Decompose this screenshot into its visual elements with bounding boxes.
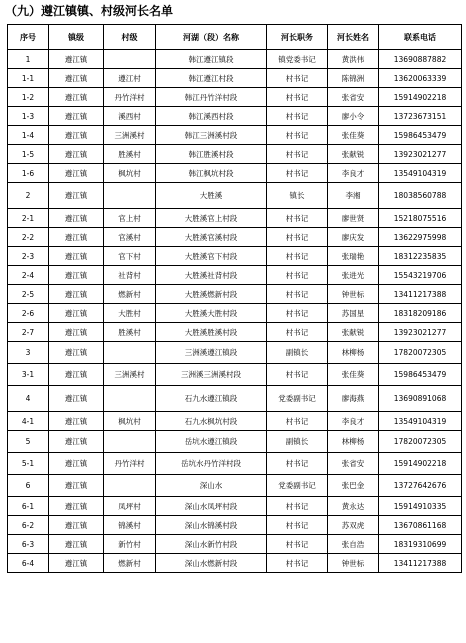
col-header-chief-title: 河长职务 (267, 25, 328, 50)
cell-town: 遵江镇 (49, 323, 104, 342)
cell-village: 溪西村 (104, 107, 156, 126)
cell-index: 6-2 (8, 516, 49, 535)
table-row (8, 554, 462, 573)
cell-chief-name: 张进光 (328, 266, 379, 285)
cell-phone: 15914902218 (379, 88, 462, 107)
cell-chief-title: 党委副书记 (267, 386, 328, 412)
cell-village: 燃新村 (104, 285, 156, 304)
cell-town: 遵江镇 (49, 228, 104, 247)
cell-town: 遵江镇 (49, 497, 104, 516)
cell-phone: 18312235835 (379, 247, 462, 266)
cell-chief-title: 村书记 (267, 453, 328, 475)
cell-index: 1-5 (8, 145, 49, 164)
cell-village (104, 386, 156, 412)
cell-index: 1-4 (8, 126, 49, 145)
cell-chief-name: 钟世标 (328, 285, 379, 304)
col-header-village: 村级 (104, 25, 156, 50)
cell-chief-name: 李湘 (328, 183, 379, 209)
table-row (8, 535, 462, 554)
cell-river-section: 岳坑水丹竹洋村段 (156, 453, 267, 475)
cell-phone: 13670861168 (379, 516, 462, 535)
cell-chief-title: 村书记 (267, 554, 328, 573)
cell-village: 社背村 (104, 266, 156, 285)
table-row (8, 126, 462, 145)
cell-river-section: 大胜溪大胜村段 (156, 304, 267, 323)
cell-chief-name: 廖小令 (328, 107, 379, 126)
table-row (8, 69, 462, 88)
cell-village (104, 183, 156, 209)
cell-phone: 15914902218 (379, 453, 462, 475)
cell-river-section: 韩江胜溪村段 (156, 145, 267, 164)
cell-chief-title: 镇长 (267, 183, 328, 209)
cell-index: 2-6 (8, 304, 49, 323)
cell-chief-name: 张省安 (328, 88, 379, 107)
cell-chief-title: 村书记 (267, 107, 328, 126)
cell-index: 5-1 (8, 453, 49, 475)
cell-phone: 15986453479 (379, 364, 462, 386)
cell-chief-name: 李良才 (328, 412, 379, 431)
cell-chief-title: 村书记 (267, 516, 328, 535)
cell-chief-title: 村书记 (267, 285, 328, 304)
cell-town: 遵江镇 (49, 145, 104, 164)
table-row (8, 88, 462, 107)
cell-chief-name: 陈锦洲 (328, 69, 379, 88)
cell-village: 燃新村 (104, 554, 156, 573)
cell-river-section: 石九水枫坑村段 (156, 412, 267, 431)
cell-chief-title: 村书记 (267, 126, 328, 145)
cell-village (104, 50, 156, 69)
cell-town: 遵江镇 (49, 386, 104, 412)
table-header-row (8, 25, 462, 50)
cell-phone: 15986453479 (379, 126, 462, 145)
cell-chief-name: 张佳葵 (328, 364, 379, 386)
cell-index: 2-5 (8, 285, 49, 304)
cell-chief-name: 李良才 (328, 164, 379, 183)
cell-town: 遵江镇 (49, 475, 104, 497)
cell-town: 遵江镇 (49, 342, 104, 364)
cell-phone: 18318209186 (379, 304, 462, 323)
cell-village (104, 342, 156, 364)
cell-index: 2-3 (8, 247, 49, 266)
cell-chief-name: 林柳杨 (328, 342, 379, 364)
cell-phone: 15218075516 (379, 209, 462, 228)
cell-town: 遵江镇 (49, 69, 104, 88)
cell-river-section: 韩江溪西村段 (156, 107, 267, 126)
cell-phone: 15543219706 (379, 266, 462, 285)
cell-river-section: 大胜溪燃新村段 (156, 285, 267, 304)
cell-town: 遵江镇 (49, 126, 104, 145)
cell-phone: 18319310699 (379, 535, 462, 554)
cell-river-section: 韩江三洲溪村段 (156, 126, 267, 145)
cell-index: 6-1 (8, 497, 49, 516)
cell-chief-name: 苏双虎 (328, 516, 379, 535)
cell-phone: 13620063339 (379, 69, 462, 88)
table-row (8, 364, 462, 386)
cell-phone: 13723673151 (379, 107, 462, 126)
table-row (8, 304, 462, 323)
cell-village (104, 431, 156, 453)
cell-town: 遵江镇 (49, 304, 104, 323)
cell-phone: 17820072305 (379, 431, 462, 453)
table-row (8, 164, 462, 183)
cell-village: 胜溪村 (104, 145, 156, 164)
cell-index: 5 (8, 431, 49, 453)
cell-phone: 13923021277 (379, 145, 462, 164)
cell-village: 遵江村 (104, 69, 156, 88)
cell-chief-name: 黄洪伟 (328, 50, 379, 69)
cell-river-section: 韩江遵江镇段 (156, 50, 267, 69)
cell-phone: 13690887882 (379, 50, 462, 69)
cell-chief-name: 张佳葵 (328, 126, 379, 145)
cell-chief-title: 村书记 (267, 247, 328, 266)
cell-town: 遵江镇 (49, 412, 104, 431)
cell-chief-title: 村书记 (267, 228, 328, 247)
cell-index: 6 (8, 475, 49, 497)
cell-river-section: 三洲溪三洲溪村段 (156, 364, 267, 386)
cell-river-section: 深山水新竹村段 (156, 535, 267, 554)
cell-village: 丹竹洋村 (104, 453, 156, 475)
cell-village: 枫坑村 (104, 164, 156, 183)
table-row (8, 386, 462, 412)
cell-chief-name: 张省安 (328, 453, 379, 475)
cell-phone: 13727642676 (379, 475, 462, 497)
table-row (8, 453, 462, 475)
cell-chief-title: 镇党委书记 (267, 50, 328, 69)
table-row (8, 247, 462, 266)
cell-town: 遵江镇 (49, 209, 104, 228)
cell-village: 官下村 (104, 247, 156, 266)
table-row (8, 145, 462, 164)
cell-chief-title: 副镇长 (267, 431, 328, 453)
table-row (8, 431, 462, 453)
cell-river-section: 石九水遵江镇段 (156, 386, 267, 412)
cell-river-section: 三洲溪遵江镇段 (156, 342, 267, 364)
cell-index: 3 (8, 342, 49, 364)
cell-index: 2-1 (8, 209, 49, 228)
cell-village: 丹竹洋村 (104, 88, 156, 107)
cell-river-section: 大胜溪官下村段 (156, 247, 267, 266)
cell-chief-title: 村书记 (267, 266, 328, 285)
col-header-index: 序号 (8, 25, 49, 50)
cell-river-section: 深山水凤坪村段 (156, 497, 267, 516)
cell-village: 凤坪村 (104, 497, 156, 516)
cell-river-section: 深山水燃新村段 (156, 554, 267, 573)
table-row (8, 516, 462, 535)
cell-index: 2 (8, 183, 49, 209)
col-header-chief-name: 河长姓名 (328, 25, 379, 50)
table-row (8, 228, 462, 247)
cell-river-section: 韩江遵江村段 (156, 69, 267, 88)
cell-river-section: 韩江丹竹洋村段 (156, 88, 267, 107)
table-row (8, 266, 462, 285)
cell-town: 遵江镇 (49, 431, 104, 453)
cell-index: 1 (8, 50, 49, 69)
cell-river-section: 深山水 (156, 475, 267, 497)
cell-phone: 13549104319 (379, 412, 462, 431)
cell-chief-name: 张瑞艳 (328, 247, 379, 266)
cell-river-section: 岳坑水遵江镇段 (156, 431, 267, 453)
cell-village: 三洲溪村 (104, 364, 156, 386)
cell-town: 遵江镇 (49, 266, 104, 285)
cell-village: 新竹村 (104, 535, 156, 554)
cell-chief-name: 廖庆发 (328, 228, 379, 247)
table-row (8, 342, 462, 364)
cell-chief-name: 黄永达 (328, 497, 379, 516)
cell-river-section: 韩江枫坑村段 (156, 164, 267, 183)
cell-town: 遵江镇 (49, 364, 104, 386)
table-row (8, 323, 462, 342)
table-body (8, 50, 462, 573)
cell-index: 2-4 (8, 266, 49, 285)
cell-chief-title: 副镇长 (267, 342, 328, 364)
cell-chief-title: 村书记 (267, 209, 328, 228)
cell-river-section: 大胜溪胜溪村段 (156, 323, 267, 342)
cell-chief-name: 张献锐 (328, 145, 379, 164)
table-row (8, 50, 462, 69)
cell-chief-title: 村书记 (267, 412, 328, 431)
cell-phone: 17820072305 (379, 342, 462, 364)
cell-phone: 18038560788 (379, 183, 462, 209)
cell-index: 6-4 (8, 554, 49, 573)
cell-chief-title: 村书记 (267, 145, 328, 164)
col-header-river-section: 河湖（段）名称 (156, 25, 267, 50)
cell-chief-title: 村书记 (267, 323, 328, 342)
cell-chief-title: 党委副书记 (267, 475, 328, 497)
cell-village: 三洲溪村 (104, 126, 156, 145)
river-chief-table (7, 24, 462, 573)
cell-town: 遵江镇 (49, 107, 104, 126)
col-header-phone: 联系电话 (379, 25, 462, 50)
table-row (8, 107, 462, 126)
cell-index: 1-2 (8, 88, 49, 107)
page-title: （九）遵江镇镇、村级河长名单 (5, 4, 174, 18)
cell-town: 遵江镇 (49, 88, 104, 107)
cell-chief-name: 钟世标 (328, 554, 379, 573)
cell-river-section: 大胜溪官上村段 (156, 209, 267, 228)
cell-chief-name: 林柳杨 (328, 431, 379, 453)
cell-chief-name: 张自浩 (328, 535, 379, 554)
cell-chief-title: 村书记 (267, 69, 328, 88)
cell-town: 遵江镇 (49, 247, 104, 266)
cell-chief-title: 村书记 (267, 364, 328, 386)
cell-chief-title: 村书记 (267, 304, 328, 323)
cell-river-section: 大胜溪官溪村段 (156, 228, 267, 247)
table-row (8, 183, 462, 209)
cell-chief-name: 廖世贤 (328, 209, 379, 228)
cell-chief-name: 廖海燕 (328, 386, 379, 412)
table-row (8, 475, 462, 497)
cell-village: 胜溪村 (104, 323, 156, 342)
table-row (8, 209, 462, 228)
table-row (8, 285, 462, 304)
cell-index: 2-7 (8, 323, 49, 342)
cell-index: 4-1 (8, 412, 49, 431)
cell-phone: 13411217388 (379, 554, 462, 573)
cell-index: 3-1 (8, 364, 49, 386)
cell-town: 遵江镇 (49, 554, 104, 573)
cell-chief-name: 张献锐 (328, 323, 379, 342)
cell-index: 1-6 (8, 164, 49, 183)
col-header-town: 镇级 (49, 25, 104, 50)
cell-village: 官溪村 (104, 228, 156, 247)
cell-phone: 13923021277 (379, 323, 462, 342)
cell-chief-name: 苏国星 (328, 304, 379, 323)
cell-town: 遵江镇 (49, 285, 104, 304)
cell-phone: 13690891068 (379, 386, 462, 412)
cell-index: 4 (8, 386, 49, 412)
cell-chief-title: 村书记 (267, 535, 328, 554)
cell-town: 遵江镇 (49, 164, 104, 183)
cell-chief-title: 村书记 (267, 88, 328, 107)
cell-phone: 13549104319 (379, 164, 462, 183)
cell-index: 1-1 (8, 69, 49, 88)
cell-chief-title: 村书记 (267, 164, 328, 183)
cell-river-section: 大胜溪 (156, 183, 267, 209)
cell-phone: 13622975998 (379, 228, 462, 247)
cell-village: 枫坑村 (104, 412, 156, 431)
cell-phone: 15914910335 (379, 497, 462, 516)
cell-river-section: 深山水锦溪村段 (156, 516, 267, 535)
cell-chief-name: 张巴金 (328, 475, 379, 497)
cell-index: 6-3 (8, 535, 49, 554)
cell-phone: 13411217388 (379, 285, 462, 304)
table-row (8, 412, 462, 431)
cell-town: 遵江镇 (49, 50, 104, 69)
table-row (8, 497, 462, 516)
cell-town: 遵江镇 (49, 516, 104, 535)
cell-town: 遵江镇 (49, 535, 104, 554)
cell-village: 锦溪村 (104, 516, 156, 535)
cell-index: 2-2 (8, 228, 49, 247)
cell-village (104, 475, 156, 497)
cell-village: 大胜村 (104, 304, 156, 323)
cell-chief-title: 村书记 (267, 497, 328, 516)
cell-town: 遵江镇 (49, 183, 104, 209)
cell-town: 遵江镇 (49, 453, 104, 475)
cell-river-section: 大胜溪社背村段 (156, 266, 267, 285)
cell-village: 官上村 (104, 209, 156, 228)
cell-index: 1-3 (8, 107, 49, 126)
